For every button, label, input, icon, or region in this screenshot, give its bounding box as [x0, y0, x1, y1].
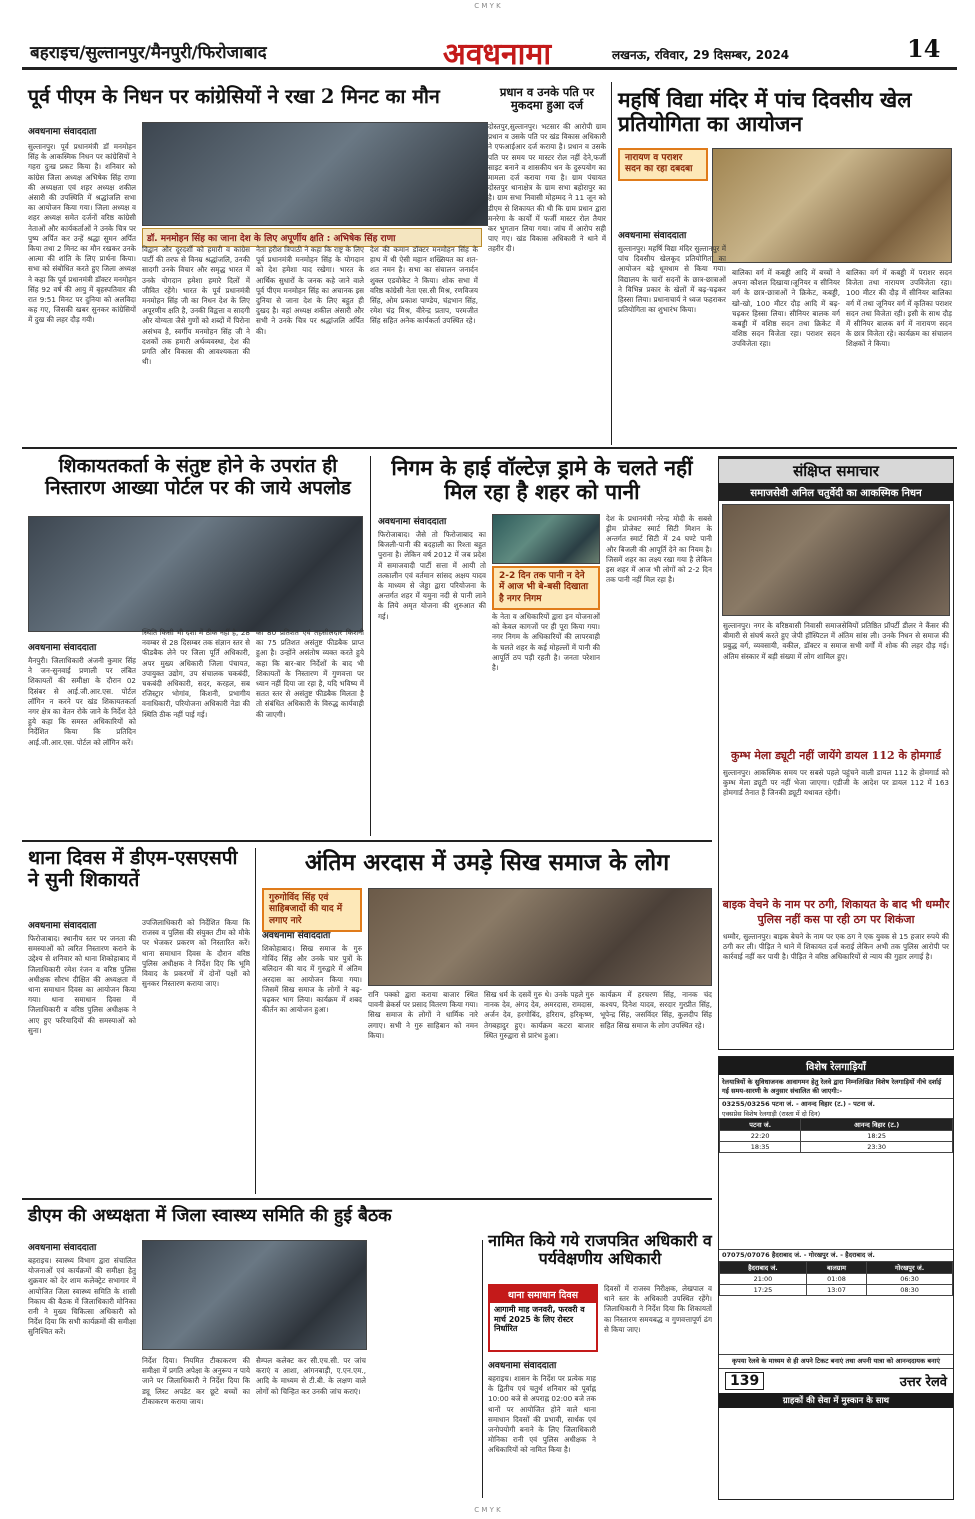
brief3-headline: बाइक वेचने के नाम पर ठगी, शिकायत के बाद भी धम्मौर पुलिस नहीं कस पा रही ठग पर शिकंजा [722, 898, 950, 926]
column-divider [611, 82, 612, 445]
time-cell: 13:07 [806, 1284, 866, 1295]
story9-callout: आगामी माह जनवरी, फरवरी व मार्च 2025 के लिए रोस्टर निर्धारित [494, 1305, 585, 1334]
story3-col3: बालिका वर्ग में कबड्डी में पराशर सदन विजेता तथा नारायण उपविजेता रहा। 100 मीटर की दौड़ में सीनियर बालिका वर्ग में तथा जूनियर वर्ग में कृतिका पराशर सदन तथा विजेता रही। इसी के साथ दौड़ में सीनियर बालक वर्ग में नारायण सदन के छात्र विजेता रहे। कार्यक्रम का संचालन शिक्षकों ने किया। [846, 268, 952, 349]
story7-col4: कार्यक्रम में हरचरण सिंह, नानक चंद कश्यप, दिनेश यादव, सरदार गुरप्रीत सिंह, भूपेन्द्र सिंह, जसविंदर सिंह, कुलदीप सिंह सहित सिख समाज के लोग उपस्थित रहे। [600, 990, 712, 1030]
story1-caption: डॉ. मनमोहन सिंह का जाना देश के लिए अपूर्णीय क्षति : अभिषेक सिंह राणा [142, 228, 482, 247]
brief1-headline: समाजसेवी अनिल चतुर्वेदी का आकस्मिक निधन [719, 483, 953, 501]
story7-col1: शिकोहाबाद। सिख समाज के गुरु गोविंद सिंह और उनके चार पुत्रों के बलिदान की याद में गुरुद्वारे में अंतिम अरदास का आयोजन किया गया। जिसमें सिख समाज के लोगों ने बढ़-चढ़कर भाग लिया। कार्यक्रम में शबद कीर्तन का आयोजन हुआ। [262, 944, 362, 1015]
railway-intro: रेलयात्रियों के सुविधाजनक आवागमन हेतु रेलवे द्वारा निम्नलिखित विशेष रेलगाड़ियों नीचे दर्शाई गई समय-सारणी के अनुसार संचालित की जाएगी:- [722, 1078, 942, 1095]
time-cell: 06:30 [867, 1273, 953, 1284]
story2-headline: प्रधान व उनके पति पर मुकदमा हुआ दर्ज [499, 85, 595, 113]
railway-brand: उत्तर रेलवे [899, 1374, 947, 1390]
time-cell: 08:30 [867, 1284, 953, 1295]
story7-col3: सिख धर्म के दसवें गुरु थे। उनके पहले गुरु नानक देव, अंगद देव, अमरदास, रामदास, अर्जन देव, हरगोबिंद, हरिराय, हरिकृष्ण, तेगबहादुर हुए। कार्यक्रम कटरा बाजार स्थित गुरुद्वारा से प्रारंभ हुआ। [484, 990, 594, 1040]
story5-callout: 2-2 दिन तक पानी न देने में आज भी बे-बसी दिखाता है नगर निगम [492, 566, 600, 610]
brief1-body: सुल्तानपुर। नगर के वरिष्ठवासी निवासी समाजसेवियों प्रतिष्ठित प्रॉपर्टी डीलर ने कैंसर की बीमारी से संघर्ष करते हुए जेपी हॉस्पिटल में अंतिम सांस ली। उनके निधन से समाज की प्रबुद्ध वर्ग, व्यवसायी, वकील, डॉक्टर व समाज सभी वर्गों में शोक की लहर दौड़ गई। अंतिम संस्कार में बड़ी संख्या में लोग शामिल हुए। [723, 621, 949, 661]
story8-photo [142, 1240, 367, 1350]
story8-col3: सैम्पल कलेक्ट कर सी.एच.सी. पर जांच कराएं व आशा, आंगनबाड़ी, ए.एन.एम., आदि के माध्यम से टी.बी. के लक्षण वाले लोगों को चिन्हित कर उनकी जांच कराएं। [256, 1356, 366, 1396]
story8-byline: अवधनामा संवाददाता [28, 1243, 97, 1253]
time-cell: 18:25 [801, 1131, 953, 1142]
brief3-body: धम्मौर, सुल्तानपुर। बाइक बेचने के नाम पर एक ठग ने एक युवक से 15 हजार रुपये की ठगी कर ली। पीड़ित ने थाने में शिकायत दर्ज कराई लेकिन अभी तक पुलिस आरोपी पर कार्रवाई नहीं कर पायी है। पीड़ित ने वरिष्ठ अधिकारियों से न्याय की गुहार लगाई है। [723, 932, 949, 962]
section-rule [22, 840, 712, 842]
story1-col4: देश की कमान डॉक्टर मनमोहन सिंह के हाथ में थी ऐसी महान शख्सियत का शत-शत नमन है। सभा का संचालन जनार्दन शुक्ल एडवोकेट ने किया। शोक सभा में वरिष्ठ कांग्रेसी नेता एस.सी मिश्र, रणविजय सिंह, ओम प्रकाश पाण्डेय, चंद्रभान सिंह, रमेश चंद्र मिश्र, वीरेन्द्र प्रताप, परमजीत सिंह सहित अनेक कार्यकर्ता उपस्थित रहे। [370, 245, 478, 326]
cmyk-mark-bottom: C M Y K [474, 1506, 501, 1514]
train1-subtitle: एक्सप्रेस विशेष रेलगाड़ी (रास्ता में दो दिन) [722, 1109, 821, 1118]
station-cell: गोरखपुर जं. [867, 1261, 953, 1273]
issue-date: लखनऊ, रविवार, 29 दिसम्बर, 2024 [612, 48, 790, 62]
briefs-title: संक्षिप्त समाचार [719, 457, 953, 483]
story6-headline: थाना दिवस में डीएम-एसएसपी ने सुनी शिकायतें [28, 847, 238, 891]
story8-col2: निर्देश दिया। नियमित टीकाकरण की समीक्षा में प्रगति अपेक्षा के अनुरूप न पाये जाने पर जिलाधिकारी ने निर्देश दिया कि ड्यू लिस्ट अपडेट कर छूटे बच्चों का टीकाकरण कराया जाय। [142, 1356, 250, 1406]
story6-byline: अवधनामा संवाददाता [28, 921, 97, 931]
story3-photo [712, 148, 952, 263]
section-rule [22, 447, 957, 449]
story7-byline: अवधनामा संवाददाता [262, 931, 331, 941]
story4-col2: स्थिति किसी भी दशा में ठीक नहीं है, 28 नवम्बर से 28 दिसम्बर तक संज्ञान स्तर से फीडबैक लेने पर जिला पूर्ति अधिकारी, अपर मुख्य अधिकारी जिला पंचायत, उपायुक्त उद्योग, उप संचालक चकबंदी, चकबंदी अधिकारी, सदर, करहल, सब रजिस्ट्रार भोगांव, किशनी, प्रभागीय वनाधिकारी, परियोजना अधिकारी नेडा की स्थिति ठीक नहीं पाई गई। [142, 628, 250, 719]
story8-headline: डीएम की अध्यक्षता में जिला स्वास्थ्य समिति की हुई बैठक [28, 1206, 392, 1226]
brief2-body: सुल्तानपुर। आकस्मिक समय पर सबसे पहले पहुंचने वाली डायल 112 के होमगार्ड को कुम्भ मेला ड्यूटी पर नहीं भेजा जाएगा। एडीजी के आदेश पर डायल 112 में 163 होमगार्ड तैनात हैं जिनकी ड्यूटी यथावत रहेगी। [723, 768, 949, 798]
time-cell: 18:35 [720, 1142, 801, 1153]
story3-headline: महर्षि विद्या मंदिर में पांच दिवसीय खेल प्रतियोगिता का आयोजन [618, 87, 912, 137]
story1-col3: नेता हरीश त्रिपाठी ने कहा कि राष्ट्र के लिए पूर्व प्रधानमंत्री मनमोहन सिंह के योगदान को देश हमेशा याद रखेगा। भारत के आर्थिक सुधारों के जनक कहे जाने वाले पूर्व पीएम मनमोहन सिंह का अचानक इस दुनिया से जाना देश के लिए बहुत ही दुखद है। वहां अध्यक्ष शकील अंसारी और सभी ने उनके चित्र पर श्रद्धांजलि अर्पित की। [256, 245, 364, 336]
brief2-headline: कुम्भ मेला ड्यूटी नहीं जायेंगे डायल 112 के होमगार्ड [731, 749, 941, 762]
story5-byline: अवधनामा संवाददाता [378, 517, 447, 527]
story7-col2: रानि पक्को द्वारा कराया बाजार स्थित पावनी ब्रेकर्स पर प्रसाद वितरण किया गया। सिख समाज के लोगों ने धार्मिक नारे लगाए। सभी ने गुरु साहिबान को नमन किया। [368, 990, 478, 1040]
story3-callout: नारायण व पराशर सदन का रहा दबदबा [618, 148, 708, 181]
helpline-number: 139 [725, 1372, 764, 1390]
story1-col2: विद्वान और दूरदर्शी को हमारी व कांग्रेस पार्टी की तरफ से विनम्र श्रद्धांजलि, उनकी सादगी उनके विचार और समृद्ध भारत में उनके योगदान हमेशा हमारे दिलों में जीवित रहेंगे। भारत के पूर्व प्रधानमंत्री मनमोहन सिंह जी का निधन देश के लिए अपूरणीय क्षति है, उनकी विद्वत्ता व सादगी और योग्यता जैसे गुणों को शब्दों में पिरोना असंभव है, स्वर्गीय मनमोहन सिंह जी ने दशकों तक हमारी अर्थव्यवस्था, देश की प्रगति और विकास की आवश्यकता की थी। [142, 245, 250, 367]
brief1-photo [722, 504, 950, 616]
story5-col2: के नेता व अधिकारियों द्वारा इन योजनाओं को केवल कागजों पर ही पूरा किया गया। नगर निगम के अधिकारियों की लापरवाही के चलते शहर के कई मोहल्लों में पानी की आपूर्ति ठप पड़ी रहती है। जनता परेशान है। [492, 612, 600, 673]
story3-col2: बालिका वर्ग में कबड्डी आदि में बच्चों ने अपना कौशल दिखाया।जूनियर व सीनियर वर्ग के छात्र-छात्राओं ने क्रिकेट, कबड्डी, खो-खो, 100 मीटर दौड़ आदि में बढ़-चढ़कर हिस्सा लिया। सीनियर बालक वर्ग कबड्डी में वशिष्ठ सदन तथा क्रिकेट में वशिष्ठ सदन विजेता रहा। पराशर सदन उपविजेता रहा। [732, 268, 840, 349]
newspaper-logo: अवधनामा [442, 37, 552, 72]
story9-col2: दिवसों में राजस्व निरीक्षक, लेखपाल व थाने स्तर के अधिकारी उपस्थित रहेंगे। जिलाधिकारी ने निर्देश दिया कि शिकायतों का निस्तारण समयबद्ध व गुणवत्तापूर्ण ढंग से किया जाए। [604, 1284, 712, 1334]
story7-photo [368, 888, 712, 986]
time-cell: 01:08 [806, 1273, 866, 1284]
railway-footer: कृपया रेलवे के माध्यम से ही अपने टिकट बनाएं तथा अपनी यात्रा को आनन्ददायक बनाएं [719, 1354, 953, 1368]
train1-table [719, 1118, 953, 1153]
story5-headline: निगम के हाई वॉल्टेज़ ड्रामे के चलते नहीं मिल रहा है शहर को पानी [391, 455, 693, 505]
story1-col1: सुल्तानपुर। पूर्व प्रधानमंत्री डॉ मनमोहन सिंह के आकस्मिक निधन पर कांग्रेसियों ने गहरा दुःख प्रकट किया है। शनिवार को कांग्रेस जिला अध्यक्ष अभिषेक सिंह राणा की अध्यक्षता एवं शहर अध्यक्ष शकील अंसारी की उपस्थिति में श्रद्धांजलि सभा का आयोजन किया गया। जिला अध्यक्ष व शहर अध्यक्ष समेत दर्जनों वरिष्ठ कांग्रेसी नेताओं और कार्यकर्ताओं ने उनके चित्र पर पुष्प अर्पित कर उन्हें श्रद्धा सुमन अर्पित किया तथा 2 मिनट का मौन रखकर उनके आत्मा की शांति के लिए प्रार्थना किया। सभा को संबोधित करते हुए जिला अध्यक्ष ने कहा कि पूर्व प्रधानमंत्री डॉक्टर मनमोहन सिंह 92 वर्ष की आयु में बृहस्पतिवार की रात 9:51 मिनट पर दुनिया को अलविदा कह गए, जिसकी खबर सुनकर कांग्रेसियों में दुख की लहर दौड़ गयी। [28, 142, 136, 325]
railway-tagline: ग्राहकों की सेवा में मुस्कान के साथ [719, 1393, 953, 1408]
story4-col1: मैनपुरी। जिलाधिकारी अंजनी कुमार सिंह ने जन-सुनवाई प्रणाली पर लंबित शिकायतों की समीक्षा के दौरान 02 दिसंबर से आई.जी.आर.एस. पोर्टल लॉगिन न करने पर खंड शिकायतकर्ता नगर क्षेत्र का वेतन रोके जाने के निर्देश देते हुये कहा कि समस्त अधिकारियों को निर्देशित किया कि प्रतिदिन आई.जी.आर.एस. पोर्टल को लॉगिन करें। [28, 656, 136, 747]
station-cell: बालग्राम [806, 1261, 866, 1273]
station-cell: पटना जं. [720, 1119, 801, 1131]
story9-headline: नामित किये गये राजपत्रित अधिकारी व पर्यवेक्षणीय अधिकारी [488, 1231, 712, 1269]
story4-col3: का 80 प्रतिशत एवं तहसीलदार किशनी का 75 प्रतिशत असंतुष्ट फीडबैक प्राप्त हुआ है। उन्होंने असंतोष व्यक्त करते हुये कहा कि बार-बार निर्देशों के बाद भी शिकायतों के निस्तारण में गुणवत्ता पर ध्यान नहीं दिया जा रहा है, यदि भविष्य में सतत स्तर से असंतुष्ट फीडबैक मिलता है तो संबंधित अधिकारी के विरुद्ध कार्यवाही की जाएगी। [256, 628, 364, 719]
column-divider [370, 456, 371, 836]
story5-photo [492, 514, 600, 564]
briefs-box [718, 456, 954, 1050]
story7-headline: अंतिम अरदास में उमड़े सिख समाज के लोग [304, 849, 670, 876]
cmyk-mark-top: C M Y K [474, 2, 501, 10]
time-cell: 21:00 [720, 1273, 807, 1284]
regions-label: बहराइच/सुल्तानपुर/मैनपुरी/फिरोजाबाद [30, 43, 267, 63]
column-divider [255, 848, 256, 1194]
station-cell: हैदराबाद जं. [720, 1261, 807, 1273]
story5-col1: फिरोजाबाद। जैसे तो फिरोजाबाद का बिजली-पानी की बदहाली का रिश्ता बहुत पुराना है। लेकिन वर्ष 2012 में जब प्रदेश में समाजवादी पार्टी सत्ता में आयी तो तत्कालीन एवं वर्तमान सांसद अक्षय यादव के माध्यम से जेड्डा द्वारा परियोजना के अन्तर्गत शहर में यमुना नदी से पानी लाने के लिये अमृत योजना की शुरुआत की गई। [378, 530, 486, 621]
time-cell: 23:30 [801, 1142, 953, 1153]
railway-ad [718, 1056, 954, 1500]
masthead [22, 36, 957, 70]
story5-col3: देश के प्रधानमंत्री नरेन्द्र मोदी के सबसे ड्रीम प्रोजेक्ट स्मार्ट सिटी मिशन के अन्तर्गत स्मार्ट सिटी में 24 घण्टे पानी और बिजली की आपूर्ति देने का नियम है। जिसमें शहर का लक्ष्य रखा गया है लेकिन इस शहर में आज भी लोगों को 2-2 दिन तक पानी नहीं मिल रहा है। [606, 514, 712, 585]
story9-col1: बहराइच। शासन के निर्देश पर प्रत्येक माह के द्वितीय एवं चतुर्थ शनिवार को पूर्वाह्न 10:00 बजे से अपराह्न 02:00 बजे तक थानों पर आयोजित होने वाले थाना समाधान दिवसों की प्रभावी, सार्थक एवं जनोपयोगी बनाने के लिए जिलाधिकारी मोनिका रानी एवं पुलिस अधीक्षक ने अधिकारियों को नामित किया है। [488, 1374, 596, 1455]
story3-col1: सुल्तानपुर। महर्षि विद्या मंदिर सुल्तानपुर में पांच दिवसीय खेलकूद प्रतियोगिता का आयोजन बड़े धूमधाम से किया गया। विद्यालय के चारों सदनों के छात्र-छात्राओं ने विभिन्न प्रकार के खेलों में बढ़-चढ़कर हिस्सा लिया। प्रधानाचार्य ने ध्वज फहराकर प्रतियोगिता का शुभारंभ किया। [618, 244, 726, 315]
train1-notes [719, 1153, 953, 1249]
story6-col1: फिरोजाबाद। स्थानीय स्तर पर जनता की समस्याओं को त्वरित निस्तारण कराने के उद्देश्य से शनिवार को थाना शिकोहाबाद में जिलाधिकारी रमेश रंजन व वरिष्ठ पुलिस अधीक्षक सौरभ दीक्षित की अध्यक्षता में थाना समाधान दिवस का आयोजन किया गया। थाना समाधान दिवस में जिलाधिकारी व वरिष्ठ पुलिस अधीक्षक ने आए हुए फरियादियों की समस्याओं को सुना। [28, 934, 136, 1035]
thana-box [488, 1284, 598, 1352]
story4-headline: शिकायतकर्ता के संतुष्ट होने के उपरांत ही निस्तारण आख्या पोर्टल पर की जाये अपलोड [45, 455, 351, 499]
story9-byline: अवधनामा संवाददाता [488, 1361, 557, 1371]
page-number: 14 [907, 34, 941, 63]
column-divider [482, 1240, 483, 1498]
story4-photo [28, 516, 363, 632]
station-cell: आनन्द विहार (ट.) [801, 1119, 953, 1131]
story6-col2: उपजिलाधिकारी को निर्देशित किया कि राजस्व व पुलिस की संयुक्त टीम को मौके पर भेजकर प्रकरण को निस्तारित करें। थाना समाधान दिवस के दौरान वरिष्ठ पुलिस अधीक्षक ने निर्देश दिए कि भूमि विवाद के प्रकरणों में दोनों पक्षों को सुनकर निस्तारण कराया जाए। [142, 918, 250, 989]
story1-headline: पूर्व पीएम के निधन पर कांग्रेसियों ने रखा 2 मिनट का मौन [28, 85, 440, 108]
story4-byline: अवधनामा संवाददाता [28, 643, 97, 653]
train1-title: 03255/03256 पटना जं. - आनन्द विहार (ट.) - पटना जं. [719, 1098, 953, 1110]
story2-body: दोस्तपुर,सुल्तानपुर। भटसार की आरोपी ग्राम प्रधान व उसके पति पर खंड विकास अधिकारी ने एफआईआर दर्ज कराया है। प्रधान व उसके पति पर समय पर मास्टर रोल नहीं देने,फर्जी साइट बनाने व शासकीय धन के दुरुपयोग का मामला दर्ज कराया गया है। ग्राम पंचायत दोस्तपुर थानाक्षेत्र के ग्राम सभा बहोरापुर का है। ग्राम सभा निवासी मोहम्मद ने 11 जून को डीएम से शिकायत की थी कि ग्राम प्रधान द्वारा मनरेगा के कार्यों में फर्जी मास्टर रोल तैयार कर भुगतान लिया गया। जांच में आरोप सही पाए गए। खंड विकास अधिकारी ने थाने में तहरीर दी। [488, 122, 606, 442]
time-cell: 17:25 [720, 1284, 807, 1295]
story3-byline: अवधनामा संवाददाता [618, 231, 687, 241]
time-cell: 22:20 [720, 1131, 801, 1142]
train2-notes [719, 1296, 953, 1354]
section-rule [22, 1198, 712, 1200]
story1-byline: अवधनामा संवाददाता [28, 127, 97, 137]
train2-table [719, 1261, 953, 1296]
story8-col1: बहराइच। स्वास्थ्य विभाग द्वारा संचालित योजनाओं एवं कार्यक्रमों की समीक्षा हेतु शुक्रवार को देर शाम कलेक्ट्रेट सभागार में आयोजित जिला स्वास्थ्य समिति के शासी निकाय की बैठक में जिलाधिकारी मोनिका रानी ने मुख्य चिकित्सा अधिकारी को निर्देश दिया कि सभी कार्यक्रमों की समीक्षा सुनिश्चित करें। [28, 1256, 136, 1337]
thana-box-title: थाना समाधान दिवस [490, 1286, 596, 1303]
train2-title: 07075/07076 हैदराबाद जं. - गोरखपुर जं. - हैदराबाद जं. [719, 1249, 953, 1261]
story7-callout: गुरुगोविंद सिंह एवं साहिबजादों की याद में लगाए नारे [262, 888, 362, 932]
railway-title: विशेष रेलगाड़ियाँ [719, 1057, 953, 1075]
